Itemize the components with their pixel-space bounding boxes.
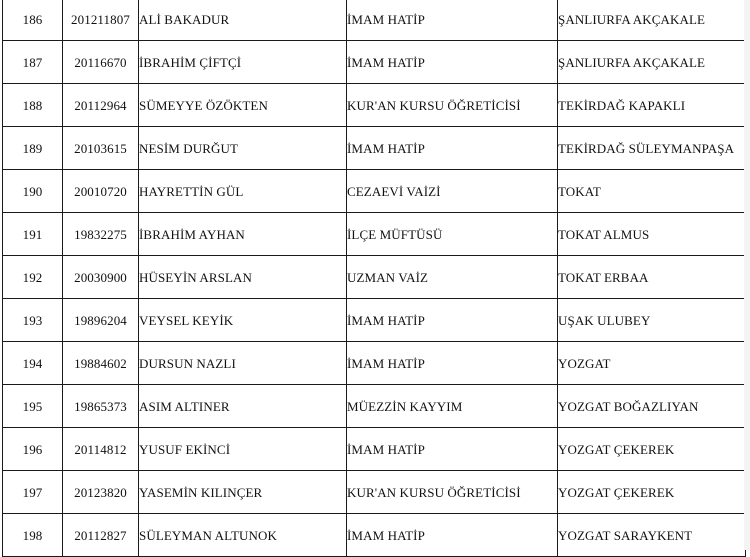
job-title: İMAM HATİP [347,41,558,84]
person-name: VEYSEL KEYİK [139,299,347,342]
registry-number: 201211807 [63,0,139,41]
location: TEKİRDAĞ KAPAKLI [558,84,746,127]
location: TOKAT ERBAA [558,256,746,299]
table-row [3,0,746,41]
row-number: 195 [3,385,63,428]
table-row [3,342,746,385]
person-name: SÜMEYYE ÖZÖKTEN [139,84,347,127]
registry-number: 20116670 [63,41,139,84]
job-title: İMAM HATİP [347,0,558,41]
registry-number: 19832275 [63,213,139,256]
job-title: CEZAEVİ VAİZİ [347,170,558,213]
location: YOZGAT ÇEKEREK [558,428,746,471]
job-title: İMAM HATİP [347,514,558,557]
location: ŞANLIURFA AKÇAKALE [558,0,746,41]
location: YOZGAT BOĞAZLIYAN [558,385,746,428]
row-number: 190 [3,170,63,213]
job-title: KUR'AN KURSU ÖĞRETİCİSİ [347,84,558,127]
row-number: 193 [3,299,63,342]
personnel-table [2,0,746,557]
job-title: İMAM HATİP [347,299,558,342]
row-number: 187 [3,41,63,84]
registry-number: 19865373 [63,385,139,428]
page-edge [744,0,750,550]
table-row [3,428,746,471]
job-title: İMAM HATİP [347,127,558,170]
person-name: ASIM ALTINER [139,385,347,428]
registry-number: 20112964 [63,84,139,127]
person-name: ALİ BAKADUR [139,0,347,41]
row-number: 197 [3,471,63,514]
table-row [3,256,746,299]
registry-number: 20112827 [63,514,139,557]
row-number: 196 [3,428,63,471]
table-row [3,170,746,213]
job-title: İLÇE MÜFTÜSÜ [347,213,558,256]
person-name: YASEMİN KILINÇER [139,471,347,514]
person-name: İBRAHİM AYHAN [139,213,347,256]
row-number: 191 [3,213,63,256]
registry-number: 19884602 [63,342,139,385]
job-title: İMAM HATİP [347,342,558,385]
registry-number: 19896204 [63,299,139,342]
registry-number: 20103615 [63,127,139,170]
person-name: DURSUN NAZLI [139,342,347,385]
registry-number: 20123820 [63,471,139,514]
row-number: 188 [3,84,63,127]
row-number: 198 [3,514,63,557]
person-name: SÜLEYMAN ALTUNOK [139,514,347,557]
person-name: HÜSEYİN ARSLAN [139,256,347,299]
table-row [3,385,746,428]
job-title: MÜEZZİN KAYYIM [347,385,558,428]
row-number: 194 [3,342,63,385]
table-row [3,213,746,256]
location: TOKAT [558,170,746,213]
registry-number: 20114812 [63,428,139,471]
registry-number: 20010720 [63,170,139,213]
registry-number: 20030900 [63,256,139,299]
job-title: KUR'AN KURSU ÖĞRETİCİSİ [347,471,558,514]
row-number: 186 [3,0,63,41]
table-row [3,299,746,342]
table-row [3,84,746,127]
location: UŞAK ULUBEY [558,299,746,342]
location: YOZGAT SARAYKENT [558,514,746,557]
row-number: 192 [3,256,63,299]
table-row [3,127,746,170]
person-name: YUSUF EKİNCİ [139,428,347,471]
person-name: İBRAHİM ÇİFTÇİ [139,41,347,84]
row-number: 189 [3,127,63,170]
job-title: İMAM HATİP [347,428,558,471]
person-name: NESİM DURĞUT [139,127,347,170]
location: YOZGAT ÇEKEREK [558,471,746,514]
table-row [3,514,746,557]
job-title: UZMAN VAİZ [347,256,558,299]
location: ŞANLIURFA AKÇAKALE [558,41,746,84]
location: TEKİRDAĞ SÜLEYMANPAŞA [558,127,746,170]
person-name: HAYRETTİN GÜL [139,170,347,213]
table-row [3,471,746,514]
location: YOZGAT [558,342,746,385]
table-row [3,41,746,84]
location: TOKAT ALMUS [558,213,746,256]
